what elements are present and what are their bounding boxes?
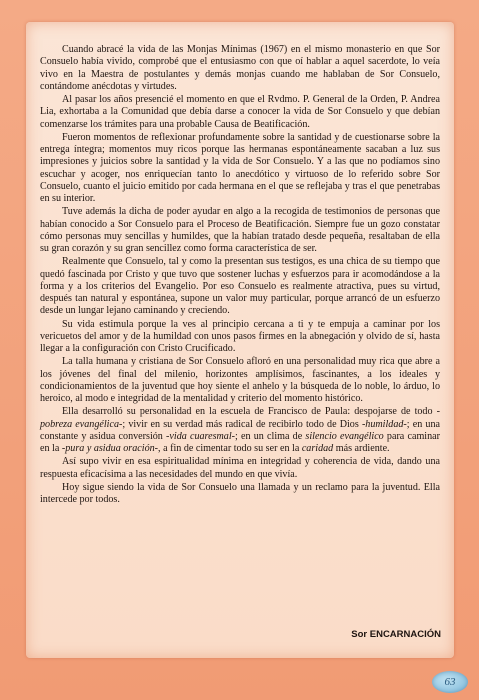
p8-part-12: más ardiente.	[333, 443, 390, 454]
article-body	[40, 44, 440, 507]
paragraph-7: La talla humana y cristiana de Sor Consuelo afloró en una personalidad muy rica que abre a los jóvenes del final del milenio, horizontes amplísimos, fascinantes, a los ideales y condicionamientos de la juventud que hoy siente el anhelo y la búsqueda de lo noble, lo árduo, lo heroico, al modo e integridad de la mentalidad y criterio del momento histórico.	[40, 356, 440, 404]
p8-part-11: caridad	[301, 443, 334, 454]
p8-part-8: para caminar en la	[40, 430, 440, 454]
author-signature: Sor ENCARNACIÓN	[351, 629, 441, 640]
paragraph-8	[40, 406, 440, 455]
p8-part-1: -pobreza evangélica-	[40, 406, 440, 430]
p8-part-10: , a fin de cimentar todo su ser en la	[158, 443, 302, 454]
paragraph-2: Al pasar los años presencié el momento en que el Rvdmo. P. General de la Orden, P. Andrea Lia, exhortaba a la Comunidad que debía darse a conocer la vida de Sor Consuelo y que debían comenzarse los trámites para una probable Causa de Beatificación.	[40, 94, 440, 130]
paragraph-4: Tuve además la dicha de poder ayudar en algo a la recogida de testimonios de personas que habían conocido a Sor Consuelo para el Proceso de Beatificación. Siempre fue un gozo constatar cómo personas muy sencillas y humildes, que la habían tratado desde pequeña, resaltaban de ella su gran corazón y su gran sencillez como forma característica de ser.	[40, 206, 440, 254]
p8-part-4: ; en una constante y asidua conversión	[40, 418, 440, 442]
page-number-badge: 63	[432, 671, 468, 693]
paragraph-5: Realmente que Consuelo, tal y como la presentan sus testigos, es una chica de su tiempo que quedó fascinada por Cristo y que tuvo que sostener luchas y esfuerzos para ir acomodándose a la forma y a los criterios del Evangelio. Por eso Consuelo es realmente atractiva, pues su virtud, después tan natural y espontánea, supone un valor muy particular, porque arrancó de un esfuerzo desde un lungar lejano caminando y creciendo.	[40, 256, 440, 317]
paragraph-6: Su vida estimula porque la ves al principio cercana a ti y te empuja a caminar por los vericuetos del amor y de la humildad con unos pasos firmes en la abnegación y olvido de sí, hasta llegar a la configuración con Cristo Crucificado.	[40, 318, 440, 354]
p8-part-3: -humildad-	[361, 418, 407, 430]
p8-part-0: Ella desarrolló su personalidad en la escuela de Francisco de Paula: despojarse de todo	[62, 406, 437, 418]
paragraph-3: Fueron momentos de reflexionar profundamente sobre la santidad y de cuestionarse sobre la entrega íntegra; momentos muy ricos porque las hermanas espontáneamente sacaban a luz sus impresiones y juicios sobre la santidad y la vida de Sor Consuelo. Y a las que no podíamos sino escuchar y acoger, nos enriquecían tanto lo anecdótico y virtuoso de lo referido sobre Sor Consuelo, cuanto el juicio emitido por cada hermana en el que se reflejaba y tras el que penetrabas en su interior.	[40, 131, 440, 204]
paragraph-10: Hoy sigue siendo la vida de Sor Consuelo una llamada y un reclamo para la juventud. Ella intercede por todos.	[40, 481, 440, 505]
paragraph-1: Cuando abracé la vida de las Monjas Mínimas (1967) en el mismo monasterio en que Sor Consuelo había vivido, comprobé que el entusiasmo con que oí hablar a aquel sacerdote, lo veía vivo en la Maestra de postulantes y demás monjas cuando me hablaban de Sor Consuelo, contándome anécdotas y virtudes.	[40, 44, 440, 92]
p8-part-2: ; vivir en su verdad más radical de recibirlo todo de Dios	[122, 418, 362, 430]
p8-part-9: -pura y asidua oración-	[61, 443, 159, 454]
p8-part-7: silencio evangélico	[305, 430, 384, 442]
paragraph-9: Así supo vivir en esa espiritualidad mínima en integridad y coherencia de vida, dando una respuesta eficacísima a las necesidades del mundo en que vivía.	[40, 456, 440, 480]
p8-part-5: -vida cuaresmal-	[166, 430, 236, 442]
p8-part-6: ; en un clima de	[235, 430, 306, 442]
